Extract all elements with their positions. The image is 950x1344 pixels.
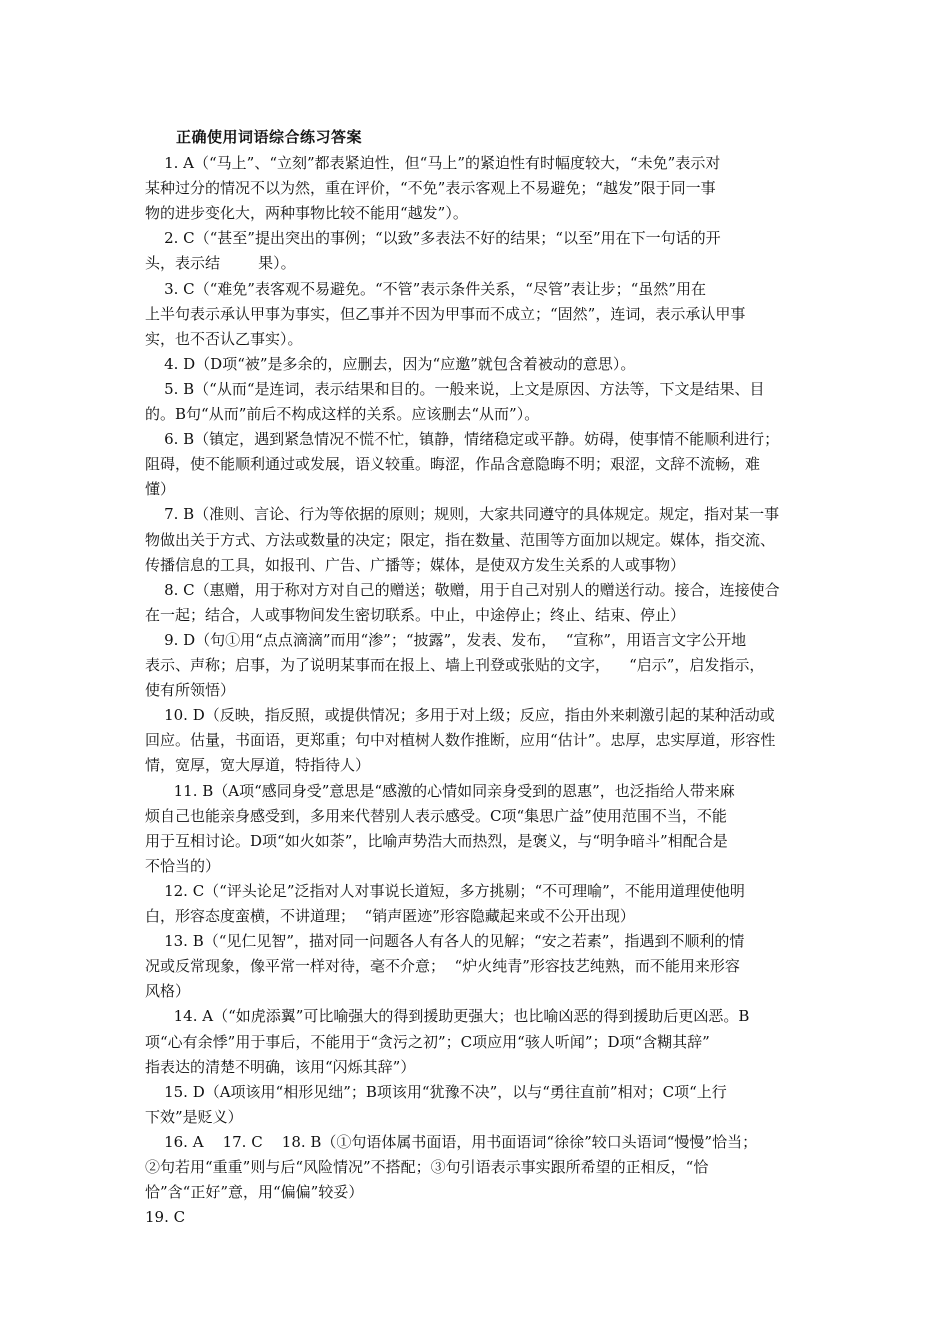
text-line: 项“心有余悸”用于事后，不能用于“贪污之初”；C项应用“骇人听闻”；D项“含糊其辞”	[145, 1033, 710, 1051]
text-line: 9. D（句①用“点点滴滴”而用“渗”；“披露”，发表、发布， “宣称”，用语言文字公开地	[145, 631, 747, 649]
text-line: 头，表示结 果）。	[145, 254, 296, 272]
text-line: 15. D（A项该用“相形见绌”；B项该用“犹豫不决”，以与“勇往直前”相对；C项“上行	[145, 1083, 727, 1101]
text-line: 6. B（镇定，遇到紧急情况不慌不忙，镇静，情绪稳定或平静。妨碍，使事情不能顺利进行；	[145, 430, 780, 448]
text-line: 4. D（D项“被”是多余的，应删去，因为“应邀”就包含着被动的意思）。	[145, 355, 636, 373]
text-line: 5. B（“从而“是连词，表示结果和目的。一般来说，上文是原因、方法等，下文是结果、目	[145, 380, 765, 398]
text-line: 1. A（“马上”、“立刻”都表紧迫性，但“马上”的紧迫性有时幅度较大，“未免”表示对	[145, 154, 721, 172]
text-line: 用于互相讨论。D项“如火如荼”，比喻声势浩大而热烈，是褒义，与“明争暗斗”相配合是	[145, 832, 728, 850]
text-line: 8. C（惠赠，用于称对方对自己的赠送；敬赠，用于自己对别人的赠送行动。接合，连接使合	[145, 581, 780, 599]
text-line: 懂）	[145, 480, 176, 498]
text-line: 烦自己也能亲身感受到，多用来代替别人表示感受。C项“集思广益”使用范围不当，不能	[145, 807, 727, 825]
text-line: 情，宽厚，宽大厚道，特指待人）	[145, 756, 371, 774]
text-line: 14. A（“如虎添翼”可比喻强大的得到援助更强大；也比喻凶恶的得到援助后更凶恶。B	[145, 1007, 750, 1025]
page-title: 正确使用词语综合练习答案	[176, 128, 363, 146]
text-line: 指表达的清楚不明确，该用“闪烁其辞”）	[145, 1058, 416, 1076]
text-line: 况或反常现象，像平常一样对待，毫不介意； “炉火纯青”形容技艺纯熟，而不能用来形容	[145, 957, 740, 975]
text-line: 10. D（反映，指反照，或提供情况；多用于对上级；反应，指由外来刺激引起的某种活动或	[145, 706, 775, 724]
text-line: 物做出关于方式、方法或数量的决定；限定，指在数量、范围等方面加以规定。媒体，指交流、	[145, 531, 776, 549]
text-line: 传播信息的工具，如报刊、广告、广播等；媒体，是使双方发生关系的人或事物）	[145, 556, 686, 574]
text-line: 恰”含“正好”意，用“偏偏”较妥）	[145, 1183, 364, 1201]
text-line: 风格）	[145, 982, 191, 1000]
text-line: 物的进步变化大，两种事物比较不能用“越发”）。	[145, 204, 468, 222]
text-line: 2. C（“甚至”提出突出的事例；“以致”多表法不好的结果；“以至”用在下一句话的开	[145, 229, 721, 247]
text-line: 3. C（“难免”表客观不易避免。“不管”表示条件关系，“尽管”表让步；“虽然”用在	[145, 280, 706, 298]
text-line: 回应。估量，书面语，更郑重；句中对植树人数作推断，应用“估计”。忠厚，忠实厚道，形容性	[145, 731, 776, 749]
text-line: 16. A 17. C 18. B（①句语体属书面语，用书面语词“徐徐”较口头语词“慢慢”恰当；	[145, 1133, 758, 1151]
text-line: 使有所领悟）	[145, 681, 236, 699]
text-line: 白，形容态度蛮横，不讲道理； “销声匿迹”形容隐藏起来或不公开出现）	[145, 907, 635, 925]
text-line: 某种过分的情况不以为然，重在评价，“不免”表示客观上不易避免；“越发”限于同一事	[145, 179, 716, 197]
text-line: 不恰当的）	[145, 857, 221, 875]
text-line: 7. B（准则、言论、行为等依据的原则；规则，大家共同遵守的具体规定。规定，指对某一事	[145, 505, 780, 523]
text-line: 表示、声称；启事，为了说明某事而在报上、墙上刊登或张贴的文字， “启示”，启发指示，	[145, 656, 765, 674]
text-line: 12. C（“评头论足”泛指对人对事说长道短，多方挑剔；“不可理喻”，不能用道理使他明	[145, 882, 745, 900]
text-line: 实，也不否认乙事实）。	[145, 330, 303, 348]
text-line: 13. B（“见仁见智”，描对同一问题各人有各人的见解；“安之若素”，指遇到不顺利的情	[145, 932, 745, 950]
text-line: 19. C	[145, 1208, 186, 1226]
text-line: ②句若用“重重”则与后“风险情况”不搭配；③句引语表示事实跟所希望的正相反，“恰	[145, 1158, 709, 1176]
text-line: 下效”是贬义）	[145, 1108, 243, 1126]
text-line: 上半句表示承认甲事为事实，但乙事并不因为甲事而不成立；“固然”，连词，表示承认甲事	[145, 305, 746, 323]
text-line: 11. B（A项“感同身受”意思是“感激的心情如同亲身受到的恩惠”，也泛指给人带来麻	[145, 782, 735, 800]
text-line: 在一起；结合，人或事物间发生密切联系。中止，中途停止；终止、结束、停止）	[145, 606, 686, 624]
text-line: 的。B句“从而”前后不构成这样的关系。应该删去“从而”）。	[145, 405, 540, 423]
text-line: 阻碍，使不能顺利通过或发展，语义较重。晦涩，作品含意隐晦不明；艰涩，文辞不流畅，难	[145, 455, 761, 473]
